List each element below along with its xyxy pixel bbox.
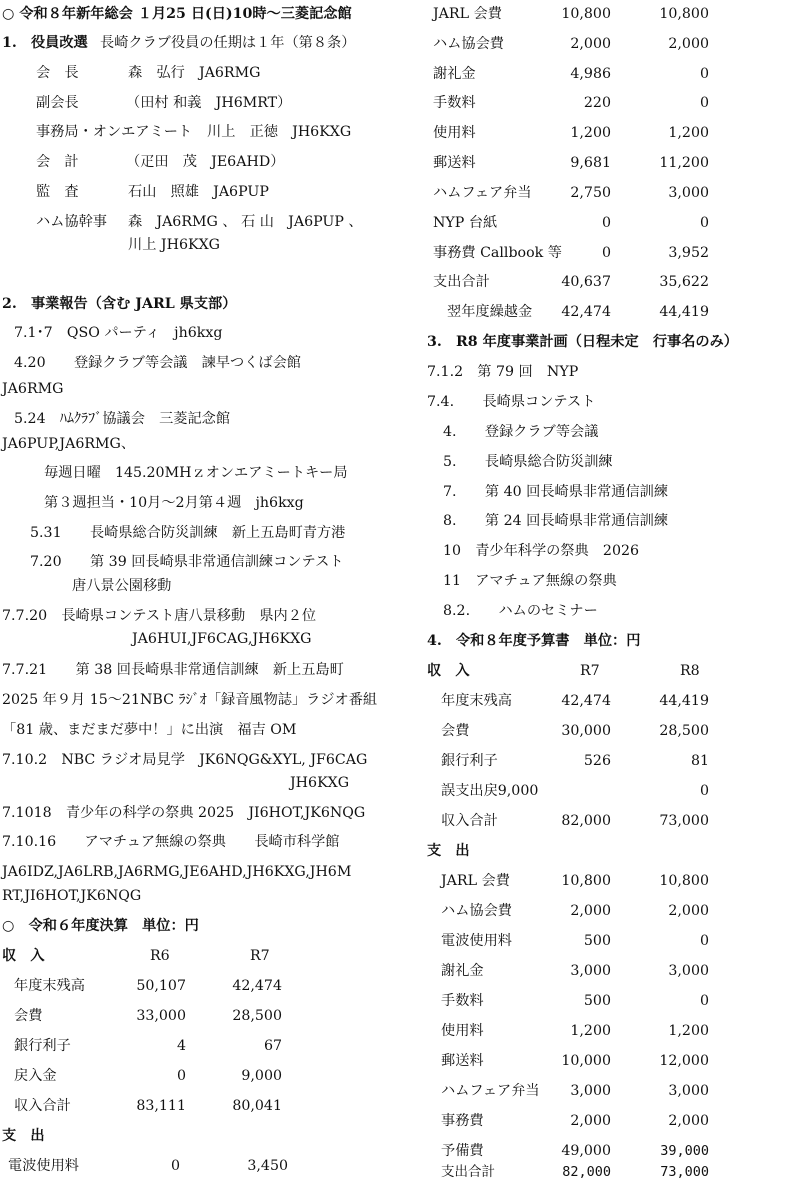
settlement-carryover: 翌年度繰越金 42,474 44,419 — [447, 304, 709, 320]
settlement-income-row: 年度末残高 50,107 42,474 — [14, 978, 282, 994]
budget-expense-header: 支 出 — [427, 843, 470, 859]
budget-expense-row: 電波使用料 500 0 — [441, 933, 709, 949]
plan-line: 7. 第 40 回長崎県非常通信訓練 — [443, 484, 669, 500]
budget-income-row: 銀行利子 526 81 — [441, 753, 709, 769]
settlement-expense-row: 謝礼金 4,986 0 — [433, 66, 709, 82]
report-line: 7.7.21 第 38 回長崎県非常通信訓練 新上五島町 — [2, 662, 344, 678]
budget-income-row: 誤支出戻9,000 0 — [441, 783, 709, 799]
budget-expense-row: 予備費 49,000 39,000 — [441, 1143, 709, 1159]
report-line: RT,JI6HOT,JK6NQG — [2, 888, 142, 904]
report-line: 4.20 登録クラブ等会議 諫早つくば会館 — [14, 355, 301, 371]
settlement-income-row: 会費 33,000 28,500 — [14, 1008, 282, 1024]
budget-income-total: 収入合計 82,000 73,000 — [441, 813, 709, 829]
officer-row: ハム協幹事 森 JA6RMG 、 石 山 JA6PUP 、 — [36, 214, 363, 230]
plan-line: 11 アマチュア無線の祭典 — [443, 573, 617, 589]
budget-expense-row: 謝礼金 3,000 3,000 — [441, 963, 709, 979]
budget-expense-total: 支出合計 82,000 73,000 — [441, 1164, 709, 1180]
officer-row: 会 計 （疋田 茂 JE6AHD） — [36, 154, 285, 170]
budget-expense-row: 使用料 1,200 1,200 — [441, 1023, 709, 1039]
budget-expense-row: JARL 会費 10,800 10,800 — [441, 873, 709, 889]
settlement-expense-row: 使用料 1,200 1,200 — [433, 125, 709, 141]
settlement-expense-row: ハム協会費 2,000 2,000 — [433, 36, 709, 52]
officer-election-heading: 1. 役員改選 長崎クラブ役員の任期は１年（第８条） — [2, 35, 356, 51]
report-line: 「81 歳、まだまだ夢中！」に出演 福吉 OM — [2, 722, 297, 738]
activity-report-heading: 2. 事業報告（含む JARL 県支部） — [2, 296, 237, 312]
budget-income-row: 会費 30,000 28,500 — [441, 723, 709, 739]
budget-expense-row: 郵送料 10,000 12,000 — [441, 1053, 709, 1069]
report-line: 第３週担当・10月～2月第４週 jh6kxg — [44, 495, 304, 511]
budget-income-row: 年度末残高 42,474 44,419 — [441, 693, 709, 709]
plan-line: 10 青少年科学の祭典 2026 — [443, 543, 640, 559]
plan-line: 4. 登録クラブ等会議 — [443, 424, 599, 440]
report-line: JH6KXG — [290, 775, 350, 791]
officer-row: 監 査 石山 照雄 JA6PUP — [36, 184, 269, 200]
plan-line: 8. 第 24 回長崎県非常通信訓練 — [443, 513, 669, 529]
report-line: JA6PUP,JA6RMG、 — [2, 436, 136, 452]
settlement-expense-row: NYP 台紙 0 0 — [433, 215, 709, 231]
settlement-heading: ○ 令和６年度決算 単位：円 — [2, 918, 199, 934]
settlement-income-row: 銀行利子 4 67 — [14, 1038, 282, 1054]
report-line: 5.24 ﾊﾑｸﾗﾌﾞ協議会 三菱記念館 — [14, 411, 231, 427]
report-line: JA6HUI,JF6CAG,JH6KXG — [132, 631, 312, 647]
settlement-expense-header: 支 出 — [2, 1128, 45, 1144]
settlement-expense-row: JARL 会費 10,800 10,800 — [433, 6, 709, 22]
report-line: 毎週日曜 145.20MHｚオンエアミートキー局 — [44, 465, 348, 481]
settlement-expense-row: 電波使用料 0 3,450 — [8, 1158, 288, 1174]
budget-expense-row: 事務費 2,000 2,000 — [441, 1113, 709, 1129]
settlement-income-row: 収入合計 83,111 80,041 — [14, 1098, 282, 1114]
plan-line: 5. 長崎県総合防災訓練 — [443, 454, 613, 470]
report-line: 7.1･7 QSO パーティ jh6kxg — [14, 325, 223, 341]
budget-heading: 4. 令和８年度予算書 単位：円 — [427, 633, 641, 649]
budget-expense-row: 手数料 500 0 — [441, 993, 709, 1009]
report-line: 2025 年９月 15～21NBC ﾗｼﾞｵ「録音風物誌」ラジオ番組 — [2, 692, 378, 708]
settlement-expense-row: 郵送料 9,681 11,200 — [433, 155, 709, 171]
settlement-income-header: 収 入 R6 R7 — [2, 948, 270, 964]
plan-heading: 3. R8 年度事業計画（日程未定 行事名のみ） — [427, 334, 738, 350]
budget-expense-row: ハムフェア弁当 3,000 3,000 — [441, 1083, 709, 1099]
settlement-expense-row: 事務費 Callbook 等 0 3,952 — [433, 245, 709, 261]
settlement-expense-total: 支出合計 40,637 35,622 — [433, 274, 709, 290]
budget-income-header: 収 入 R7 R8 — [427, 663, 700, 679]
plan-line: 7.4. 長崎県コンテスト — [427, 394, 596, 410]
report-line: 7.10.16 アマチュア無線の祭典 長崎市科学館 — [2, 834, 340, 850]
officer-row: 事務局・オンエアミート 川上 正徳 JH6KXG — [36, 124, 352, 140]
budget-expense-row: ハム協会費 2,000 2,000 — [441, 903, 709, 919]
officer-row: 会 長 森 弘行 JA6RMG — [36, 65, 261, 81]
report-line: 7.10.2 NBC ラジオ局見学 JK6NQG&XYL, JF6CAG — [2, 752, 368, 768]
settlement-income-row: 戻入金 0 9,000 — [14, 1068, 282, 1084]
report-line: 7.1018 青少年の科学の祭典 2025 JI6HOT,JK6NQG — [2, 805, 366, 821]
report-line: 唐八景公園移動 — [72, 578, 172, 594]
officer-row-continued: 川上 JH6KXG — [128, 237, 221, 253]
meeting-title: ○ 令和８年新年総会 １月25 日(日)10時～三菱記念館 — [2, 6, 352, 22]
settlement-expense-row: 手数料 220 0 — [433, 95, 709, 111]
officer-row: 副会長 （田村 和義 JH6MRT） — [36, 95, 292, 111]
report-line: JA6RMG — [2, 381, 64, 397]
plan-line: 7.1.2 第 79 回 NYP — [427, 364, 579, 380]
settlement-expense-row: ハムフェア弁当 2,750 3,000 — [433, 185, 709, 201]
report-line: JA6IDZ,JA6LRB,JA6RMG,JE6AHD,JH6KXG,JH6M — [2, 864, 352, 880]
report-line: 7.20 第 39 回長崎県非常通信訓練コンテスト — [30, 554, 344, 570]
report-line: 7.7.20 長崎県コンテスト唐八景移動 県内２位 — [2, 608, 317, 624]
report-line: 5.31 長崎県総合防災訓練 新上五島町青方港 — [30, 525, 346, 541]
plan-line: 8.2. ハムのセミナー — [443, 603, 598, 619]
